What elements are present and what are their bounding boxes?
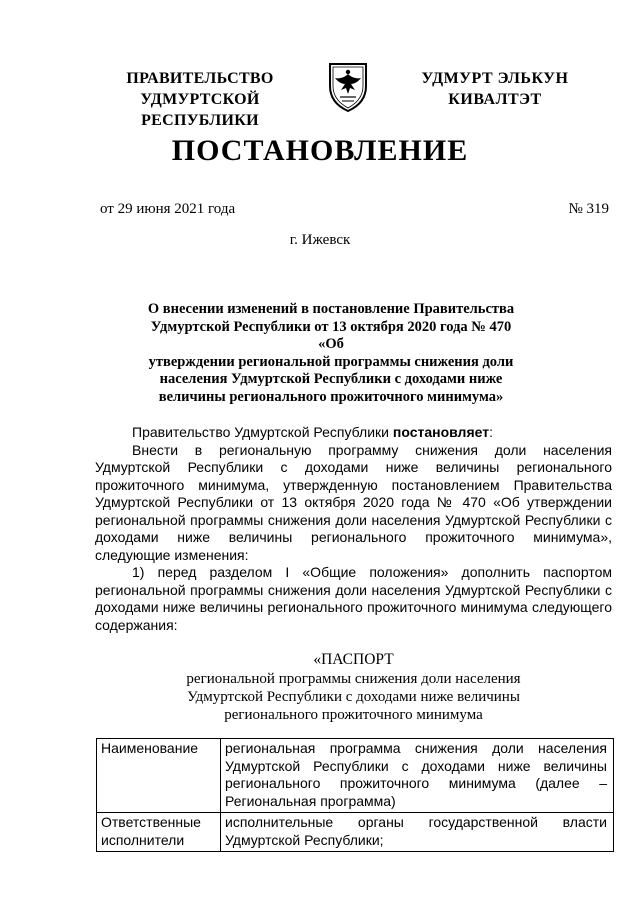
header-right-line1: УДМУРТ ЭЛЬКУН bbox=[421, 70, 569, 87]
passport-line: Удмуртской Республики с доходами ниже величины bbox=[187, 689, 520, 705]
header-left-line2: УДМУРТСКОЙ РЕСПУБЛИКИ bbox=[140, 91, 260, 129]
intro-text: Правительство Удмуртской Республики bbox=[132, 424, 393, 440]
table-cell-label: Наименование bbox=[97, 739, 221, 813]
header-left bbox=[80, 68, 320, 131]
passport-title: «ПАСПОРТ bbox=[313, 651, 394, 668]
passport-table bbox=[96, 738, 614, 852]
document-title: ПОСТАНОВЛЕНИЕ bbox=[171, 134, 469, 167]
passport-heading bbox=[95, 651, 612, 724]
subject-line: населения Удмуртской Республики с доходами ниже bbox=[159, 371, 503, 387]
body-paragraph: 1) перед разделом I «Общие положения» дополнить паспортом региональной программы снижения доли населения Удмуртской Республики с доходами ниже величины регионального прожиточного минимума следующего содержания: bbox=[95, 564, 612, 633]
passport-line: региональной программы снижения доли населения bbox=[186, 671, 521, 687]
table-row bbox=[97, 739, 614, 813]
table-cell-value: исполнительные органы государственной власти Удмуртской Республики; bbox=[221, 813, 614, 852]
table-row bbox=[97, 813, 614, 852]
document-city: г. Ижевск bbox=[289, 232, 351, 248]
header-right bbox=[390, 68, 600, 110]
intro-bold-text: постановляет bbox=[392, 424, 490, 440]
intro-paragraph bbox=[95, 424, 612, 442]
document-date: от 29 июня 2021 года bbox=[100, 201, 236, 217]
document-body bbox=[95, 424, 612, 634]
document-number: № 319 bbox=[568, 201, 609, 217]
subject-line: величины регионального прожиточного минимума» bbox=[158, 388, 504, 405]
intro-colon: : bbox=[489, 424, 493, 440]
document-subject bbox=[140, 301, 522, 406]
body-paragraph: Внести в региональную программу снижения доли населения Удмуртской Республики с доходами ниже величины регионального прожиточного минимума, утвержденную постановлением Правительства Удмуртской Республики от 13 октября 2020 года № 470 «Об утверждении региональной программы снижения доли населения Удмуртской Республики с доходами ниже величины регионального прожиточного минимума», следующие изменения: bbox=[95, 441, 612, 563]
header-right-line2: КИВАЛТЭТ bbox=[448, 91, 542, 108]
table-cell-label: Ответственные исполнители bbox=[97, 813, 221, 852]
table-cell-value: региональная программа снижения доли населения Удмуртской Республики с доходами ниже величины регионального прожиточного минимума (далее – Региональная программа) bbox=[221, 739, 614, 813]
header-left-line1: ПРАВИТЕЛЬСТВО bbox=[126, 70, 274, 87]
coat-of-arms-emblem-icon bbox=[327, 60, 369, 112]
subject-line: утверждении региональной программы снижения доли bbox=[148, 353, 514, 370]
subject-line: О внесении изменений в постановление Правительства bbox=[147, 301, 515, 317]
passport-line: регионального прожиточного минимума bbox=[224, 707, 483, 723]
subject-line: Удмуртской Республики от 13 октября 2020 года № 470 «Об bbox=[150, 318, 512, 352]
